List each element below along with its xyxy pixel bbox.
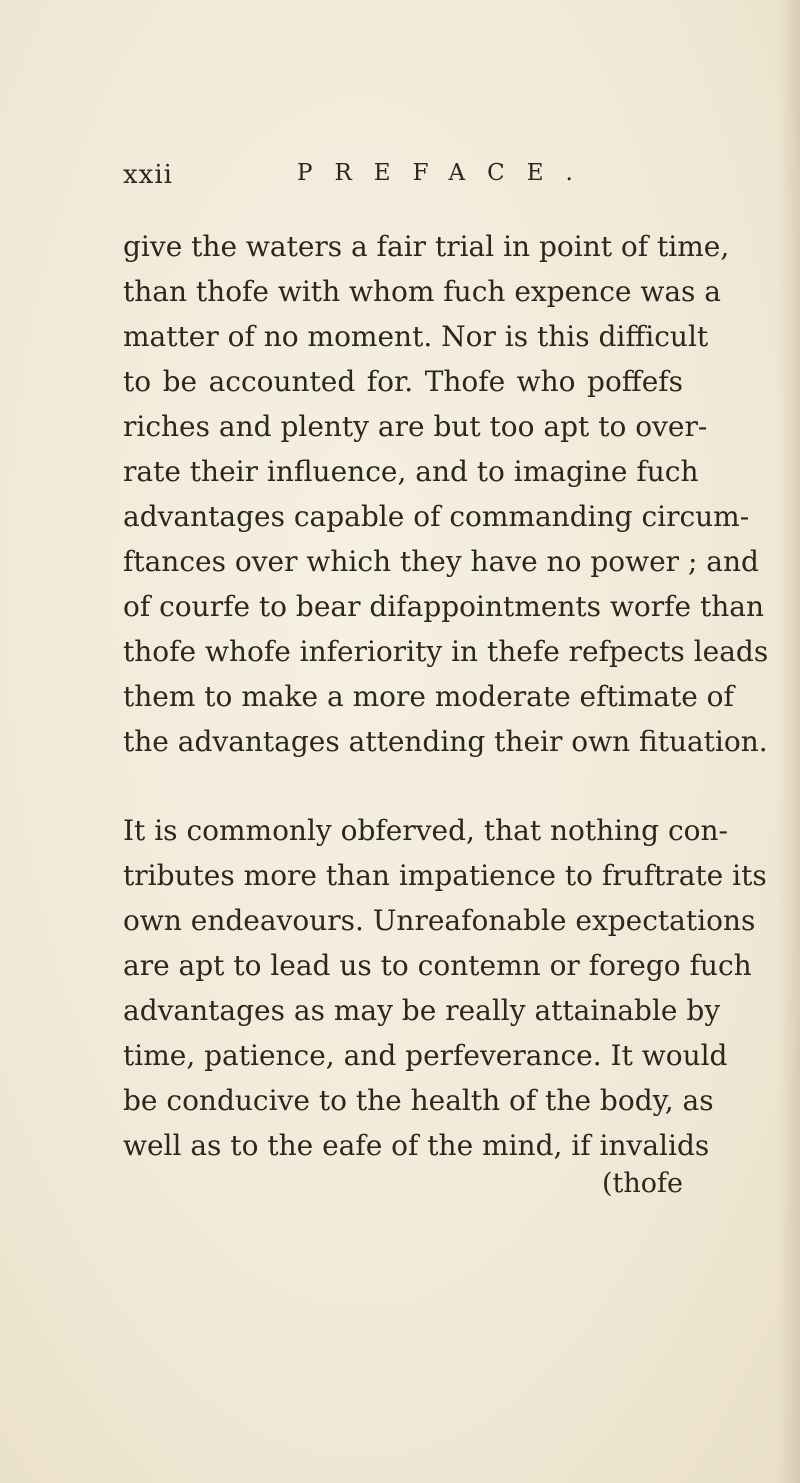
text-line: advantages as may be really attainable by (123, 994, 721, 1027)
text-line: are apt to lead us to contemn or forego fuch (123, 949, 752, 982)
paragraph-gap (123, 764, 683, 808)
text-line: of courfe to bear difappointments worfe than (123, 590, 765, 623)
text-line: It is commonly obferved, that nothing con- (123, 814, 729, 847)
text-line: than thofe with whom fuch expence was a (123, 275, 721, 308)
text-line: tributes more than impatience to fruftrate its (123, 859, 767, 892)
text-line: to be accounted for. Thofe who poffefs (123, 365, 683, 398)
text-line: advantages capable of commanding circum- (123, 500, 750, 533)
text-line: be conducive to the health of the body, as (123, 1084, 714, 1117)
running-head: PREFACE. (297, 160, 595, 186)
paragraph-1 (123, 224, 769, 764)
catchword-row (123, 1168, 683, 1199)
text-line: the advantages attending their own fituation. (123, 725, 768, 758)
text-line: give the waters a fair trial in point of time, (123, 230, 730, 263)
text-line: matter of no moment. Nor is this difficult (123, 320, 709, 353)
paragraph-2 (123, 808, 767, 1168)
page-number: xxii (123, 160, 173, 190)
page-edge-shadow (778, 0, 800, 1483)
body-text (123, 224, 769, 1199)
text-line: well as to the eafe of the mind, if invalids (123, 1129, 710, 1162)
text-line: ftances over which they have no power ; and (123, 545, 759, 578)
text-line: own endeavours. Unreafonable expectations (123, 904, 756, 937)
text-line: time, patience, and perfeverance. It would (123, 1039, 728, 1072)
page-header (123, 160, 663, 200)
text-line: them to make a more moderate eftimate of (123, 680, 734, 713)
text-line: rate their influence, and to imagine fuch (123, 455, 699, 488)
text-line: thofe whofe inferiority in thefe refpects leads (123, 635, 769, 668)
catchword: (thofe (602, 1168, 683, 1199)
text-line: riches and plenty are but too apt to over- (123, 410, 708, 443)
